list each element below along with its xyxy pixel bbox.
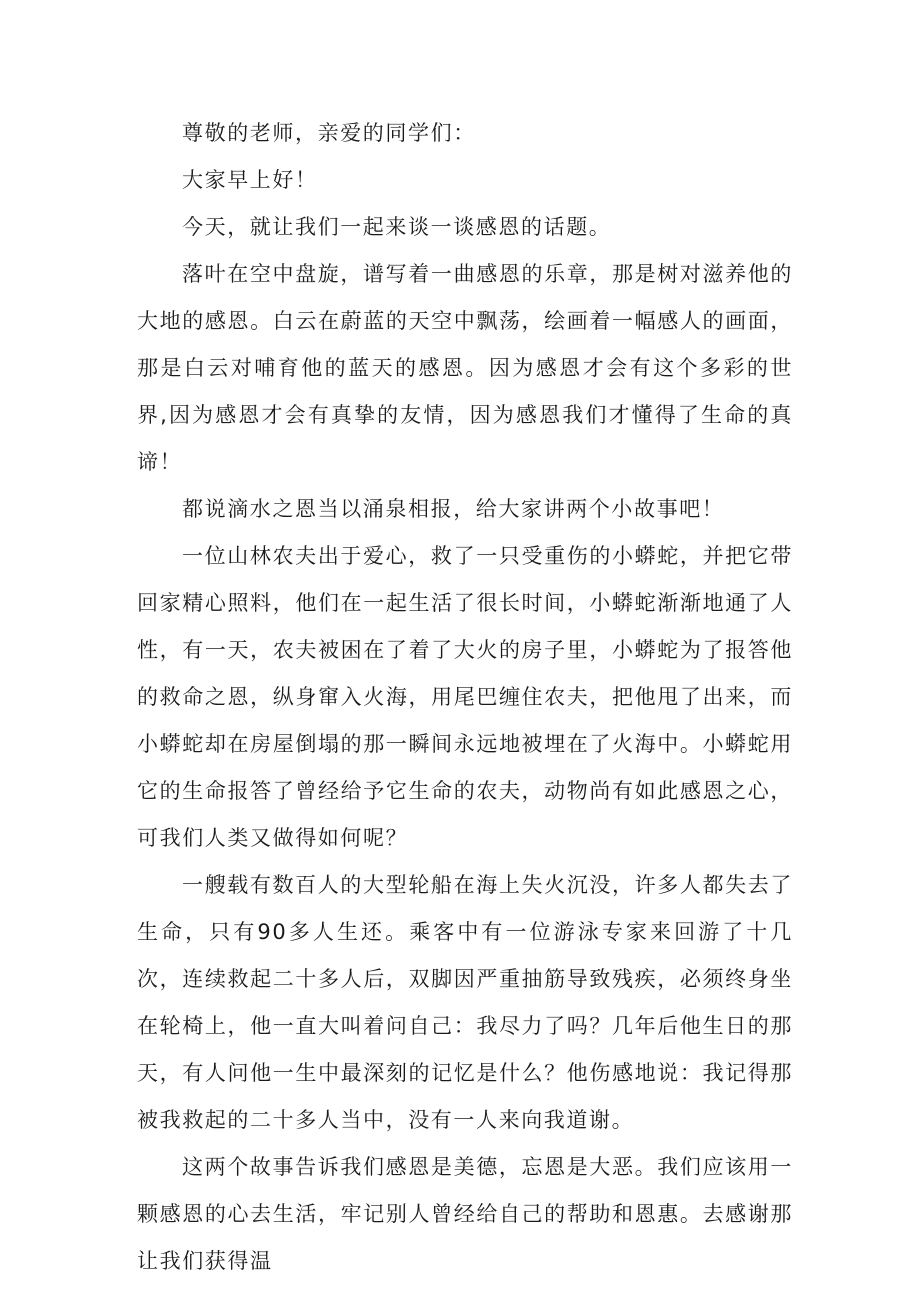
stories-intro-paragraph: 都说滴水之恩当以涌泉相报，给大家讲两个小故事吧！	[182, 497, 725, 521]
greeting-paragraph: 尊敬的老师，亲爱的同学们：	[182, 121, 476, 145]
good-morning-paragraph: 大家早上好！	[182, 168, 318, 192]
nature-gratitude-paragraph: 落叶在空中盘旋，谱写着一曲感恩的乐章，那是树对滋养他的大地的感恩。白云在蔚蓝的天空中飘荡，绘画着一幅感人的画面，那是白云对哺育他的蓝天的感恩。因为感恩才会有这个多彩的世界,因为感恩才会有真挚的友情，因为感恩我们才懂得了生命的真谛！	[137, 262, 793, 474]
conclusion-paragraph: 这两个故事告诉我们感恩是美德，忘恩是大恶。我们应该用一颗感恩的心去生活，牢记别人曾经给自己的帮助和恩惠。去感谢那让我们获得温	[137, 1155, 793, 1273]
swimmer-story-paragraph: 一艘载有数百人的大型轮船在海上失火沉没，许多人都失去了生命，只有90多人生还。乘客中有一位游泳专家来回游了十几次，连续救起二十多人后，双脚因严重抽筋导致残疾，必须终身坐在轮椅上，他一直大叫着问自己：我尽力了吗？几年后他生日的那天，有人问他一生中最深刻的记忆是什么？他伤感地说：我记得那被我救起的二十多人当中，没有一人来向我道谢。	[137, 873, 793, 1132]
topic-intro-paragraph: 今天，就让我们一起来谈一谈感恩的话题。	[182, 215, 612, 239]
python-story-paragraph: 一位山林农夫出于爱心，救了一只受重伤的小蟒蛇，并把它带回家精心照料，他们在一起生活了很长时间，小蟒蛇渐渐地通了人性，有一天，农夫被困在了着了大火的房子里，小蟒蛇为了报答他的救命之恩，纵身窜入火海，用尾巴缠住农夫，把他甩了出来，而小蟒蛇却在房屋倒塌的那一瞬间永远地被埋在了火海中。小蟒蛇用它的生命报答了曾经给予它生命的农夫，动物尚有如此感恩之心，可我们人类又做得如何呢？	[137, 544, 793, 850]
speech-text-body	[137, 110, 793, 1285]
